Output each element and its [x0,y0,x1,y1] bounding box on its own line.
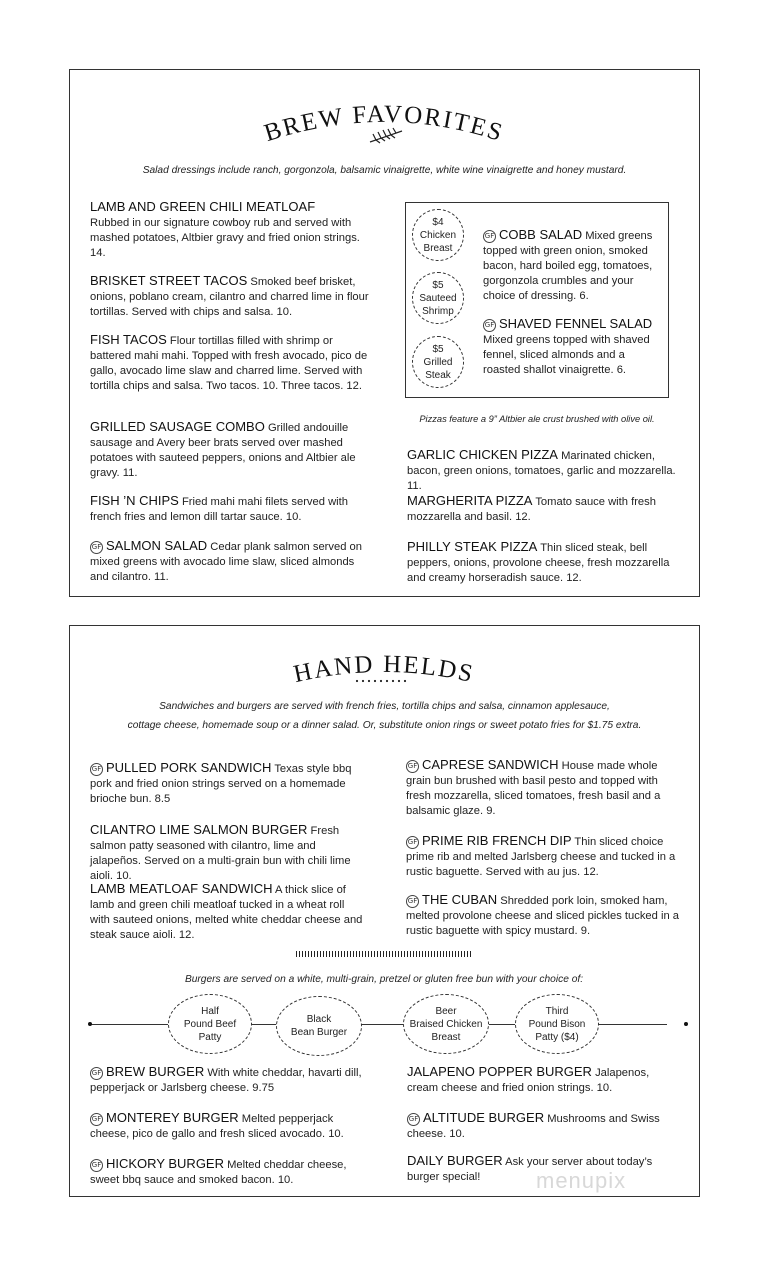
menu-item [407,1110,677,1142]
menu-item [90,1156,368,1188]
item-name: SALMON SALAD [106,538,208,553]
item-description: Thin sliced choice prime rib and melted Jarlsberg cheese and tucked in a rustic baguette. Served with au jus. 12. [406,836,676,878]
item-description: Marinated chicken, bacon, green onions, tomatoes, garlic and mozzarella. 11. [407,450,676,492]
item-description: Cedar plank salmon served on mixed greens with avocado lime slaw, sliced almonds and cilantro. 11. [90,541,363,583]
gluten-free-icon: GF [90,1067,103,1080]
item-name: ALTITUDE BURGER [423,1110,545,1125]
patty-option: Black Bean Burger [276,996,362,1056]
addon-circle: $5 Sauteed Shrimp [412,272,464,324]
menu-item [90,493,372,525]
salad-dressings-note: Salad dressings include ranch, gorgonzola, balsamic vinaigrette, white wine vinaigrette and honey mustard. [142,165,627,176]
item-name: GRILLED SAUSAGE COMBO [90,419,265,434]
brew-favorites-title [70,82,699,162]
item-description: Fried mahi mahi filets served with french fries and lemon dill tartar sauce. 10. [90,496,348,523]
menu-item [90,881,365,943]
menu-item [407,447,677,494]
item-name: MARGHERITA PIZZA [407,493,533,508]
pizza-note: Pizzas feature a 9” Altbier ale crust brushed with olive oil. [419,414,655,424]
addon-circle: $4 Chicken Breast [412,209,464,261]
item-name: BREW BURGER [106,1064,205,1079]
item-name: DAILY BURGER [407,1153,503,1168]
gluten-free-icon: GF [90,541,103,554]
menu-item [406,833,681,880]
item-description: A thick slice of lamb and green chili meatloaf tucked in a wheat roll with sauteed onions, melted white cheddar cheese and steak sauce aioli. 12. [90,884,363,941]
gluten-free-icon: GF [483,319,496,332]
item-name: THE CUBAN [422,892,498,907]
item-description: Tomato sauce with fresh mozzarella and basil. 12. [407,496,656,523]
item-name: BRISKET STREET TACOS [90,273,248,288]
patty-option: Third Pound Bison Patty ($4) [515,994,599,1054]
item-name: SHAVED FENNEL SALAD [499,316,653,331]
item-name: PRIME RIB FRENCH DIP [422,833,572,848]
menu-item [407,539,677,586]
sides-note-line-1: Sandwiches and burgers are served with french fries, tortilla chips and salsa, cinnamon applesauce, [159,701,610,712]
menu-item [90,538,372,585]
menu-item [90,199,372,261]
item-name: FISH ’N CHIPS [90,493,179,508]
gluten-free-icon: GF [407,1113,420,1126]
menu-item [90,273,372,320]
item-description: Mushrooms and Swiss cheese. 10. [407,1113,660,1140]
item-name: PHILLY STEAK PIZZA [407,539,538,554]
gluten-free-icon: GF [90,1113,103,1126]
item-name: HICKORY BURGER [106,1156,224,1171]
item-name: GARLIC CHICKEN PIZZA [407,447,558,462]
item-description: House made whole grain bun brushed with basil pesto and topped with fresh mozzarella, sliced tomatoes, fresh basil and a balsamic glaze. 9. [406,760,661,817]
menu-item [407,1064,677,1096]
hand-helds-title [70,636,699,696]
item-description: Rubbed in our signature cowboy rub and served with mashed potatoes, Altbier gravy and fried onion strings. 14. [90,217,360,259]
item-name: JALAPENO POPPER BURGER [407,1064,592,1079]
menu-item [90,419,372,481]
item-name: MONTEREY BURGER [106,1110,239,1125]
item-description: Grilled andouille sausage and Avery beer brats served over mashed potatoes with sauteed peppers, onions and Altbier ale gravy. 11. [90,422,356,479]
item-name: LAMB AND GREEN CHILI MEATLOAF [90,199,316,214]
gluten-free-icon: GF [483,230,496,243]
item-description: Melted cheddar cheese, sweet bbq sauce and smoked bacon. 10. [90,1159,347,1186]
menu-item [406,892,681,939]
item-description: Jalapenos, cream cheese and fried onion strings. 10. [407,1067,650,1094]
patty-option: Half Pound Beef Patty [168,994,252,1054]
gluten-free-icon: GF [406,895,419,908]
svg-text:HAND HELDS: HAND HELDS [291,650,477,689]
item-description: Smoked beef brisket, onions, poblano cream, cilantro and charred lime in flour tortillas. Served with chips and salsa. 10. [90,276,369,318]
menu-item [90,822,365,884]
menu-item [483,227,665,304]
item-description: Mixed greens topped with green onion, smoked bacon, hard boiled egg, tomatoes, gorgonzola crumbles and your choice of dressing. 6. [483,230,653,302]
section-divider [296,951,472,957]
item-name: FISH TACOS [90,332,167,347]
item-description: With white cheddar, havarti dill, pepperjack or Jarlsberg cheese. 9.75 [90,1067,362,1094]
gluten-free-icon: GF [406,836,419,849]
svg-text:BREW FAVORITES: BREW FAVORITES [261,100,507,148]
item-name: PULLED PORK SANDWICH [106,760,272,775]
item-description: Texas style bbq pork and fried onion strings served on a homemade brioche bun. 8.5 [90,763,352,805]
menu-item [90,1064,368,1096]
menu-item [90,332,372,394]
item-name: CAPRESE SANDWICH [422,757,559,772]
line-end-dot [684,1022,688,1026]
burger-bun-note: Burgers are served on a white, multi-grain, pretzel or gluten free bun with your choice of: [184,974,584,985]
item-description: Ask your server about today’s burger special! [407,1156,653,1183]
item-description: Thin sliced steak, bell peppers, onions, provolone cheese, fresh mozzarella and creamy horseradish sauce. 12. [407,542,670,584]
item-name: COBB SALAD [499,227,583,242]
sprig-ornament-icon [368,127,406,145]
gluten-free-icon: GF [90,763,103,776]
dotted-ornament-icon [354,678,408,684]
menu-item [90,760,365,807]
item-description: Mixed greens topped with shaved fennel, sliced almonds and a roasted shallot vinaigrette. 6. [483,334,650,376]
item-name: CILANTRO LIME SALMON BURGER [90,822,308,837]
addon-circle: $5 Grilled Steak [412,336,464,388]
gluten-free-icon: GF [406,760,419,773]
item-description: Melted pepperjack cheese, pico de gallo and fresh sliced avocado. 10. [90,1113,344,1140]
item-description: Fresh salmon patty seasoned with cilantro, lime and jalapeños. Served on a multi-grain bun with chili lime aioli. 10. [90,825,351,882]
sides-note-line-2: cottage cheese, homemade soup or a dinner salad. Or, substitute onion rings or sweet potato fries for $1.75 extra. [127,720,642,731]
item-description: Flour tortillas filled with shrimp or battered mahi mahi. Topped with fresh avocado, pico de gallo, avocado lime slaw and charred lime. Served with tortilla chips and salsa. Two tacos. 10. Three tacos. 12. [90,335,368,392]
gluten-free-icon: GF [90,1159,103,1172]
menu-item [90,1110,368,1142]
menu-item [407,493,677,525]
item-description: Shredded pork loin, smoked ham, melted provolone cheese and sliced pickles tucked in a rustic baguette with spicy mustard. 9. [406,895,680,937]
menu-item [406,757,681,819]
item-name: LAMB MEATLOAF SANDWICH [90,881,273,896]
patty-option: Beer Braised Chicken Breast [403,994,489,1054]
line-end-dot [88,1022,92,1026]
menu-item [483,316,665,378]
menupix-watermark: menupix [536,1168,627,1193]
